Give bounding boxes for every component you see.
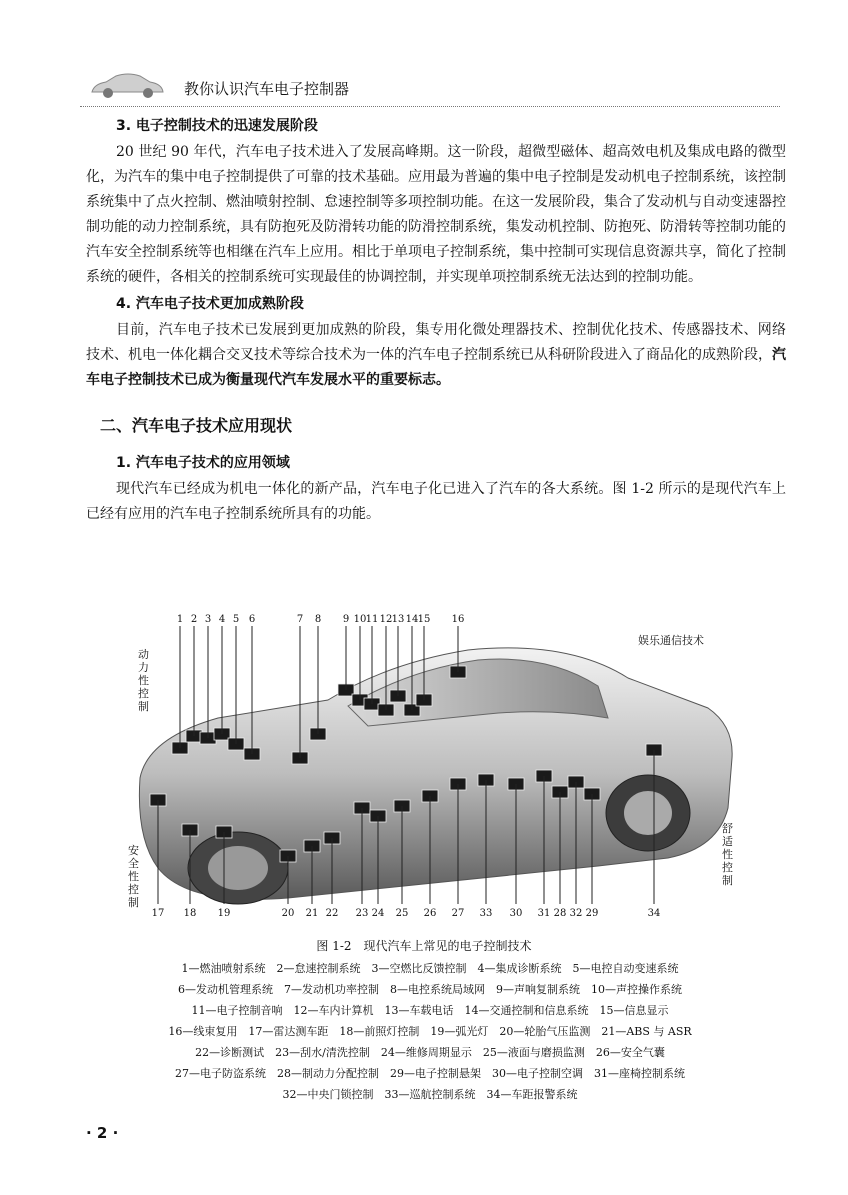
callout-bottom-34: 34 [647, 908, 661, 919]
label-entertainment: 娱乐通信技术 [638, 634, 704, 647]
callout-top-11: 11 [365, 614, 379, 625]
callout-bottom-32: 32 [569, 908, 583, 919]
callout-top-8: 8 [314, 614, 322, 625]
callout-bottom-19: 19 [217, 908, 231, 919]
label-comfort-control: 舒适性控制 [722, 822, 733, 887]
section-4-paragraph [86, 318, 786, 393]
car-logo-icon [88, 70, 166, 100]
section-3-heading: 3. 电子控制技术的迅速发展阶段 [116, 118, 318, 134]
legend-line: 22—诊断测试 23—刮水/清洗控制 24—维修周期显示 25—液面与磨损监测 26—安全气囊 [195, 1046, 665, 1059]
label-safety-control: 安全性控制 [128, 844, 139, 909]
section-1-heading: 1. 汽车电子技术的应用领域 [116, 455, 290, 471]
callout-bottom-18: 18 [183, 908, 197, 919]
callout-bottom-21: 21 [305, 908, 319, 919]
callout-bottom-17: 17 [151, 908, 165, 919]
callout-top-5: 5 [232, 614, 240, 625]
callout-top-3: 3 [204, 614, 212, 625]
car-diagram [128, 608, 740, 933]
chapter-subheading: 二、汽车电子技术应用现状 [100, 416, 293, 435]
callout-top-16: 16 [451, 614, 465, 625]
running-header [80, 66, 780, 107]
body-text [86, 112, 786, 527]
callout-top-2: 2 [190, 614, 198, 625]
legend-line: 32—中央门锁控制 33—巡航控制系统 34—车距报警系统 [282, 1088, 578, 1101]
callout-bottom-30: 30 [509, 908, 523, 919]
figure-caption: 图 1-2 现代汽车上常见的电子控制技术 [316, 939, 532, 953]
callout-top-10: 10 [353, 614, 367, 625]
callout-bottom-25: 25 [395, 908, 409, 919]
callout-top-13: 13 [391, 614, 405, 625]
callout-top-7: 7 [296, 614, 304, 625]
legend-line: 27—电子防盗系统 28—制动力分配控制 29—电子控制悬架 30—电子控制空调 31—座椅控制系统 [175, 1067, 685, 1080]
callout-bottom-22: 22 [325, 908, 339, 919]
callout-bottom-27: 27 [451, 908, 465, 919]
callout-top-9: 9 [342, 614, 350, 625]
callout-top-15: 15 [417, 614, 431, 625]
car-illustration [128, 608, 740, 933]
callout-bottom-33: 33 [479, 908, 493, 919]
callout-bottom-20: 20 [281, 908, 295, 919]
header-title: 教你认识汽车电子控制器 [184, 80, 350, 98]
page-number: · 2 · [86, 1124, 119, 1142]
legend-line: 11—电子控制音响 12—车内计算机 13—车载电话 14—交通控制和信息系统 15—信息显示 [191, 1004, 669, 1017]
callout-bottom-31: 31 [537, 908, 551, 919]
callout-bottom-26: 26 [423, 908, 437, 919]
legend-line: 1—燃油喷射系统 2—怠速控制系统 3—空燃比反馈控制 4—集成诊断系统 5—电控自动变速系统 [181, 962, 679, 975]
callout-top-4: 4 [218, 614, 226, 625]
callout-top-12: 12 [379, 614, 393, 625]
callout-top-14: 14 [405, 614, 419, 625]
section-3-paragraph: 20 世纪 90 年代，汽车电子技术进入了发展高峰期。这一阶段，超微型磁体、超高效电机及集成电路的微型化，为汽车的集中电子控制提供了可靠的技术基础。应用最为普遍的集中电子控制是发动机电子控制系统，该控制系统集中了点火控制、燃油喷射控制、怠速控制等多项控制功能。在这一发展阶段，集合了发动机与自动变速器控制功能的动力控制系统，具有防抱死及防滑转功能的防滑控制系统，集发动机控制、防抱死、防滑转等控制功能的汽车安全控制系统等也相继在汽车上应用。相比于单项电子控制系统，集中控制可实现信息资源共享，简化了控制系统的硬件，各相关的控制系统可实现最佳的协调控制，并实现单项控制系统无法达到的控制功能。 [86, 144, 786, 285]
callout-bottom-23: 23 [355, 908, 369, 919]
callout-bottom-29: 29 [585, 908, 599, 919]
callout-bottom-24: 24 [371, 908, 385, 919]
section-1-paragraph: 现代汽车已经成为机电一体化的新产品，汽车电子化已进入了汽车的各大系统。图 1-2 所示的是现代汽车上已经有应用的汽车电子控制系统所具有的功能。 [86, 481, 786, 522]
legend-line: 6—发动机管理系统 7—发动机功率控制 8—电控系统局域网 9—声响复制系统 10—声控操作系统 [178, 983, 682, 996]
callout-top-1: 1 [176, 614, 184, 625]
figure-legend [100, 958, 760, 1105]
legend-line: 16—线束复用 17—雷达测车距 18—前照灯控制 19—弧光灯 20—轮胎气压监测 21—ABS 与 ASR [168, 1025, 692, 1038]
section-4-heading: 4. 汽车电子技术更加成熟阶段 [116, 296, 304, 312]
section-4-text: 目前，汽车电子技术已发展到更加成熟的阶段，集专用化微处理器技术、控制优化技术、传感器技术、网络技术、机电一体化耦合交叉技术等综合技术为一体的汽车电子控制系统已从科研阶段进入了商品化的成熟阶段， [86, 322, 786, 363]
label-power-control: 动力性控制 [138, 648, 149, 713]
section-4-bold-text: 汽车电子控制技术已成为衡量现代汽车发展水平的重要标志。 [86, 347, 786, 388]
callout-bottom-28: 28 [553, 908, 567, 919]
callout-top-6: 6 [248, 614, 256, 625]
